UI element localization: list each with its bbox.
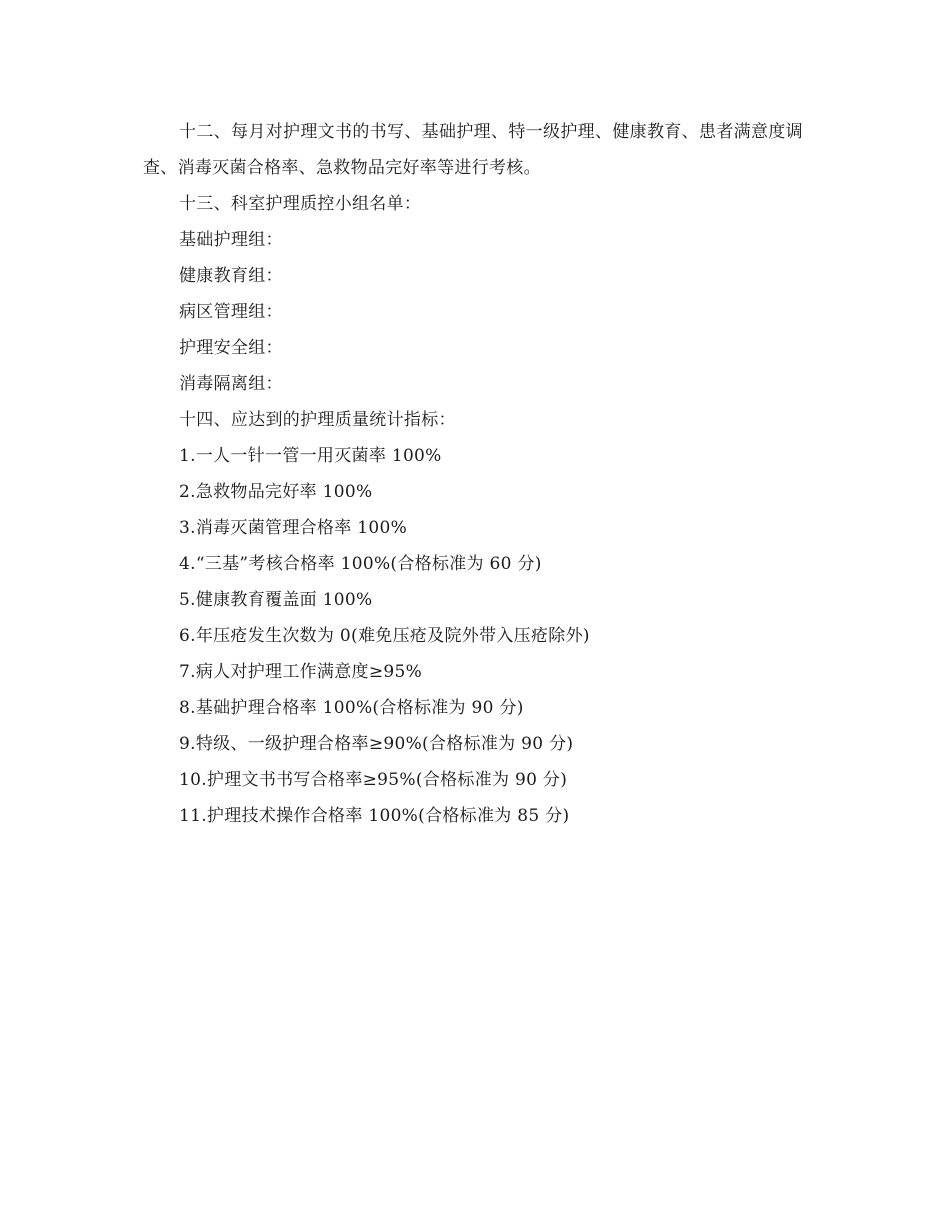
indicator-item: 9.特级、一级护理合格率≥90%(合格标准为 90 分) xyxy=(179,734,574,754)
indicator-item: 1.一人一针一管一用灭菌率 100% xyxy=(179,446,442,466)
indicator-item: 3.消毒灭菌管理合格率 100% xyxy=(179,518,408,538)
group-basic-care: 基础护理组： xyxy=(179,230,283,250)
group-ward-management: 病区管理组： xyxy=(179,302,283,322)
group-disinfection-isolation: 消毒隔离组： xyxy=(179,374,283,394)
indicator-item: 2.急救物品完好率 100% xyxy=(179,482,373,502)
section-14-heading: 十四、应达到的护理质量统计指标： xyxy=(179,410,456,430)
document-body xyxy=(143,114,803,834)
group-nursing-safety: 护理安全组： xyxy=(179,338,283,358)
indicator-item: 8.基础护理合格率 100%(合格标准为 90 分) xyxy=(179,698,524,718)
indicator-item: 4.“三基”考核合格率 100%(合格标准为 60 分) xyxy=(179,554,542,574)
indicator-item: 5.健康教育覆盖面 100% xyxy=(179,590,373,610)
indicator-item: 6.年压疮发生次数为 0(难免压疮及院外带入压疮除外) xyxy=(179,626,590,646)
indicator-item: 11.护理技术操作合格率 100%(合格标准为 85 分) xyxy=(179,806,570,826)
indicator-item: 10.护理文书书写合格率≥95%(合格标准为 90 分) xyxy=(179,770,568,790)
section-13-heading: 十三、科室护理质控小组名单： xyxy=(179,194,422,214)
indicator-item: 7.病人对护理工作满意度≥95% xyxy=(179,662,423,682)
section-12-paragraph: 十二、每月对护理文书的书写、基础护理、特一级护理、健康教育、患者满意度调查、消毒灭菌合格率、急救物品完好率等进行考核。 xyxy=(143,122,803,178)
group-health-education: 健康教育组： xyxy=(179,266,283,286)
